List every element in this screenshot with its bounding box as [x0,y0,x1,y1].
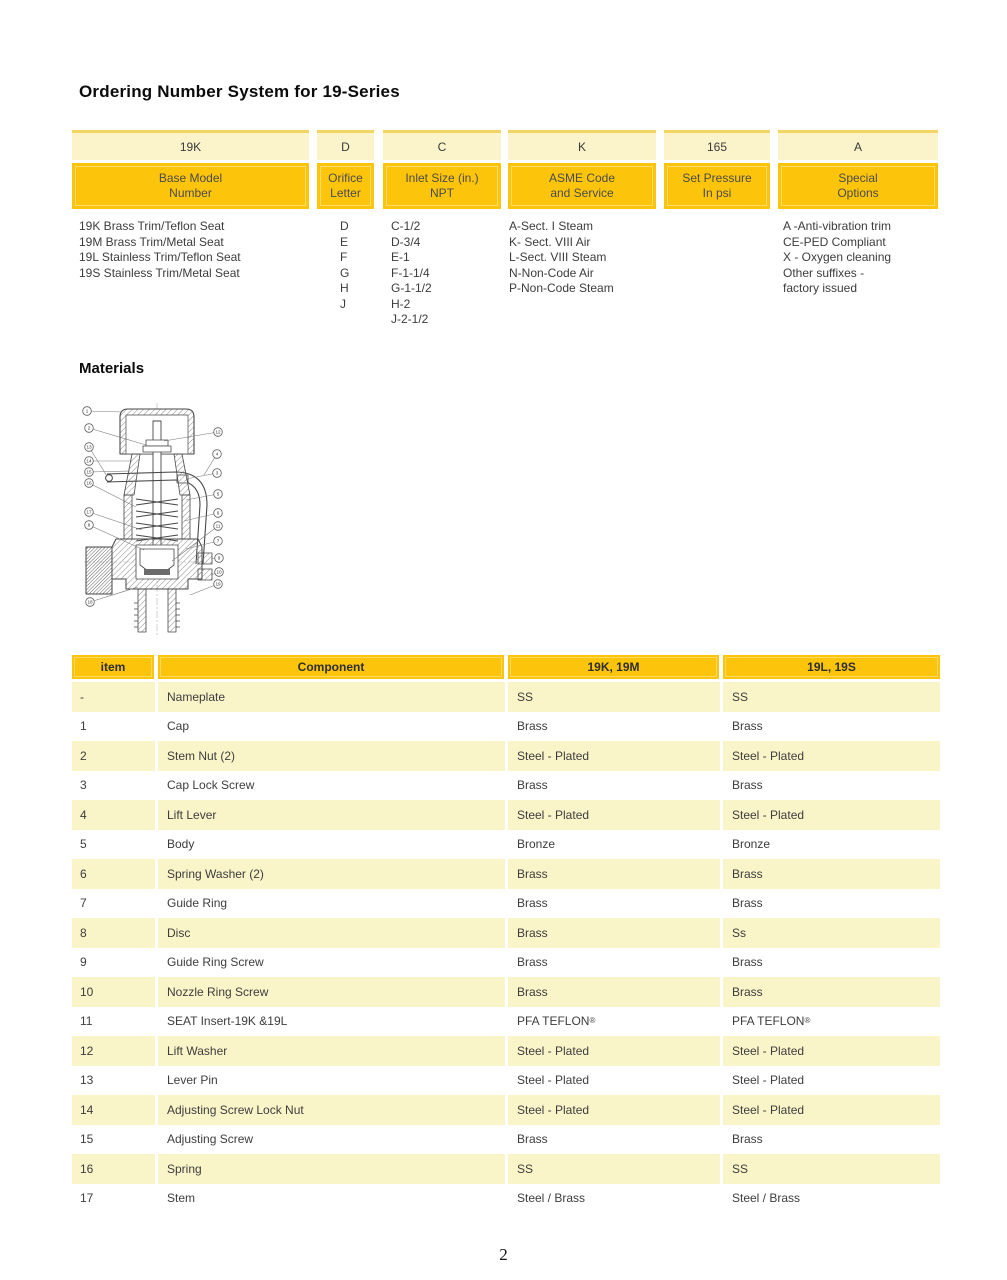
table-row [72,771,940,801]
materials-table-header [72,655,940,679]
ordering-code-row [72,130,938,160]
table-row [72,889,940,919]
cell-material-19k-19m: PFA TEFLON ® [517,1014,596,1029]
cell-component: Adjusting Screw Lock Nut [158,1095,508,1125]
cell-component: Spring Washer (2) [158,859,508,889]
svg-text:15: 15 [86,469,92,475]
table-row [72,830,940,860]
cell-item: 17 [80,1191,94,1206]
cell-material-19k-19m: Brass [508,859,723,889]
cell-item: 9 [80,955,87,970]
orifice-letter-list [340,219,349,312]
cell-item: 10 [72,977,158,1007]
inlet-size-option: J-2-1/2 [391,312,429,326]
cell-material-19k-19m: Steel - Plated [508,1036,723,1066]
materials-table-body [72,682,940,1213]
cell-material-19k-19m: SS [508,682,723,712]
header-19k-19m: 19K, 19M [508,655,723,679]
asme-code-option: A-Sect. I Steam [509,219,594,233]
special-option: factory issued [783,281,858,295]
cell-material-19l-19s: Steel - Plated [732,807,805,822]
svg-text:17: 17 [86,509,92,515]
inlet-size-option: F-1-1/4 [391,265,430,280]
cell-material-19l-19s: Brass [732,896,763,911]
table-row [72,682,940,712]
asme-code-option: P-Non-Code Steam [509,281,614,295]
svg-text:14: 14 [86,458,92,464]
svg-text:7: 7 [216,538,220,544]
cell-item: 16 [72,1154,158,1184]
base-model-list [79,219,241,281]
ordering-number-table [72,130,938,209]
header-19l-19s: 19L, 19S [723,655,940,679]
svg-text:11: 11 [215,523,221,529]
svg-text:6: 6 [216,510,220,516]
cell-material-19k-19m: Steel - Plated [517,1073,590,1088]
cell-material-19l-19s: Bronze [732,837,771,852]
valve-cross-section-diagram [80,399,244,639]
cell-item: 7 [80,896,87,911]
table-row [72,859,940,889]
inlet-size-option: G-1-1/2 [391,281,432,295]
cell-component: Nameplate [158,682,508,712]
table-row [72,1095,940,1125]
cell-item: 8 [72,918,158,948]
cell-item: 13 [80,1073,94,1088]
label-asme: ASME Code and Service [508,163,656,209]
svg-text:16: 16 [86,480,92,486]
cell-item: - [72,682,158,712]
cell-item: 15 [80,1132,94,1147]
cell-component: Adjusting Screw [167,1132,254,1147]
cell-material-19l-19s: PFA TEFLON ® [732,1014,811,1029]
cell-material-19l-19s: Steel / Brass [732,1191,801,1206]
orifice-letter-option: F [340,250,348,264]
svg-text:12: 12 [215,429,221,435]
asme-code-list [509,219,614,297]
svg-text:19: 19 [215,581,221,587]
svg-text:5: 5 [216,491,220,497]
cell-item: 14 [72,1095,158,1125]
cell-component: SEAT Insert-19K &19L [167,1014,288,1029]
cell-component: Lift Lever [158,800,508,830]
cell-component: Nozzle Ring Screw [158,977,508,1007]
table-row [72,1154,940,1184]
table-row [72,977,940,1007]
cell-material-19k-19m: Steel - Plated [508,741,723,771]
inlet-size-option: C-1/2 [391,219,421,233]
base-model-option: 19S Stainless Trim/Metal Seat [79,265,240,280]
inlet-size-option: E-1 [391,250,410,264]
cell-item: 12 [72,1036,158,1066]
cell-material-19k-19m: Steel / Brass [517,1191,586,1206]
cell-item: 11 [80,1014,93,1029]
cell-material-19k-19m: Brass [517,778,548,793]
cell-component: Disc [158,918,508,948]
header-item: item [72,655,158,679]
code-special: A [778,130,938,160]
svg-text:2: 2 [87,425,91,431]
cell-component: Guide Ring Screw [167,955,264,970]
special-option: X - Oxygen cleaning [783,250,892,264]
page-title: Ordering Number System for 19-Series [79,82,400,101]
cell-material-19l-19s: Brass [732,778,763,793]
inlet-size-list [391,219,432,328]
label-inlet-size: Inlet Size (in.) NPT [383,163,501,209]
code-set-pressure: 165 [664,130,770,160]
inlet-size-option: H-2 [391,296,411,311]
special-options-list [783,219,891,297]
cell-material-19l-19s: Brass [732,984,763,999]
asme-code-option: N-Non-Code Air [509,265,594,280]
table-row [72,948,940,978]
inlet-size-option: D-3/4 [391,234,421,249]
cell-material-19k-19m: Steel - Plated [508,1095,723,1125]
base-model-option: 19L Stainless Trim/Teflon Seat [79,250,241,264]
svg-text:13: 13 [86,444,92,450]
cell-material-19k-19m: Steel - Plated [508,800,723,830]
table-row [72,1066,940,1096]
base-model-option: 19M Brass Trim/Metal Seat [79,234,224,249]
table-row [72,1125,940,1155]
cell-material-19k-19m: SS [508,1154,723,1184]
svg-text:9: 9 [217,555,221,561]
svg-text:4: 4 [215,451,219,457]
cell-material-19l-19s: Steel - Plated [732,1043,805,1058]
table-row [72,918,940,948]
cell-material-19l-19s: Brass [732,1132,763,1147]
table-row [72,1184,940,1214]
special-option: Other suffixes - [783,265,865,280]
cell-material-19l-19s: Brass [732,955,763,970]
header-component: Component [158,655,508,679]
table-row [72,741,940,771]
cell-material-19l-19s: Steel - Plated [732,1073,805,1088]
svg-text:10: 10 [216,569,222,575]
cell-item: 2 [72,741,158,771]
orifice-letter-option: E [340,234,349,249]
materials-table [72,655,940,1213]
code-base-model: 19K [72,130,309,160]
cell-material-19k-19m: Bronze [517,837,556,852]
page-number: 2 [499,1245,508,1264]
cell-material-19l-19s: SS [732,1161,749,1176]
materials-heading: Materials [79,360,145,377]
cell-component: Stem Nut (2) [158,741,508,771]
cell-material-19k-19m: Brass [517,719,548,734]
svg-text:8: 8 [87,522,91,528]
cell-component: Lift Washer [158,1036,508,1066]
orifice-letter-option: G [340,265,350,280]
code-orifice: D [317,130,374,160]
code-asme: K [508,130,656,160]
code-inlet-size: C [383,130,501,160]
svg-text:18: 18 [87,599,93,605]
cell-material-19k-19m: Brass [508,977,723,1007]
cell-material-19k-19m: Brass [508,918,723,948]
orifice-letter-option: J [340,296,346,311]
label-orifice: Orifice Letter [317,163,374,209]
valve-body-drawing [86,409,212,632]
table-row [72,712,940,742]
cell-material-19k-19m: Brass [517,1132,548,1147]
label-special: Special Options [778,163,938,209]
cell-material-19l-19s: Brass [732,719,763,734]
label-base-model: Base Model Number [72,163,309,209]
ordering-label-row [72,163,938,209]
label-set-pressure: Set Pressure In psi [664,163,770,209]
table-row [72,1007,940,1037]
table-row [72,800,940,830]
cell-material-19k-19m: Brass [517,896,548,911]
special-option: A -Anti-vibration trim [783,219,892,233]
asme-code-option: K- Sect. VIII Air [509,234,591,249]
base-model-option: 19K Brass Trim/Teflon Seat [79,219,225,233]
cell-component: Spring [158,1154,508,1184]
cell-component: Cap [167,719,190,734]
special-option: CE-PED Compliant [783,234,886,249]
cell-item: 6 [72,859,158,889]
cell-component: Lever Pin [167,1073,218,1088]
table-row [72,1036,940,1066]
cell-material-19k-19m: Brass [517,955,548,970]
orifice-letter-option: H [340,281,349,295]
cell-item: 4 [72,800,158,830]
cell-component: Guide Ring [167,896,228,911]
cell-item: 1 [80,719,87,734]
cell-material-19l-19s: Ss [732,925,747,940]
cell-component: Body [167,837,195,852]
cell-material-19l-19s: Steel - Plated [732,748,805,763]
cell-material-19l-19s: SS [732,689,749,704]
cell-component: Cap Lock Screw [167,778,255,793]
svg-text:3: 3 [215,470,219,476]
cell-material-19l-19s: Steel - Plated [732,1102,805,1117]
cell-material-19l-19s: Brass [732,866,763,881]
cell-item: 5 [80,837,87,852]
cell-component: Stem [167,1191,196,1206]
orifice-letter-option: D [340,219,349,233]
asme-code-option: L-Sect. VIII Steam [509,250,607,264]
svg-text:1: 1 [85,408,89,414]
cell-item: 3 [80,778,87,793]
